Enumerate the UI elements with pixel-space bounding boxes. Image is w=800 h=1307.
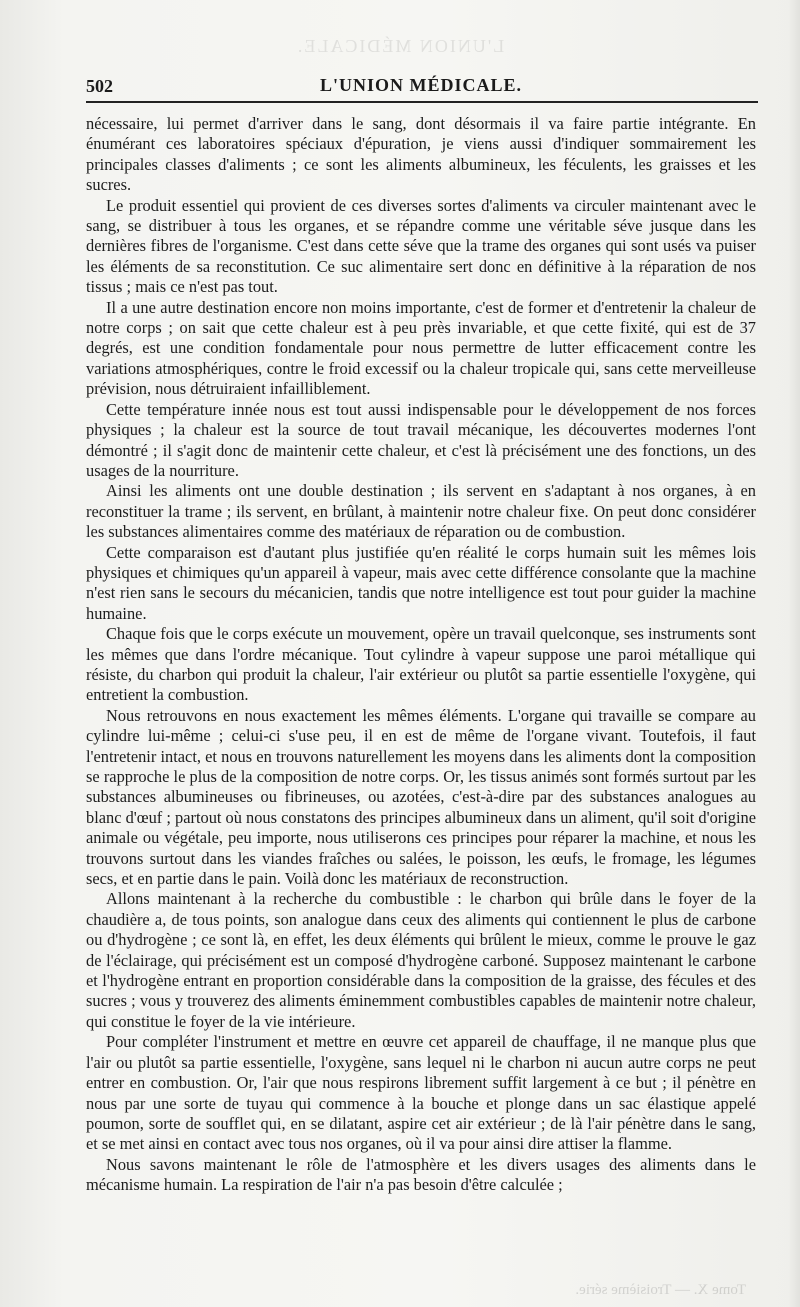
- paragraph-9: Allons maintenant à la recherche du combustible : le charbon qui brûle dans le foyer de la chaudière a, de tous points, son analogue dans ceux des aliments qui contiennent le plus de carbone ou d'hydrogène ; ce sont là, en effet, les deux éléments qui brûlent le mieux, comme le prouve le gaz de l'éclairage, qui précisément est un composé d'hydrogène carboné. Supposez maintenant le carbone et l'hydrogène entrant en proportion considérable dans la composition de la graisse, des fécules et des sucres ; vous y trouverez des aliments éminemment combustibles capables de maintenir notre chaleur, qui constitue le foyer de la vie intérieure.: [86, 889, 756, 1031]
- paragraph-1: nécessaire, lui permet d'arriver dans le sang, dont désormais il va faire partie intégrante. En énumérant ces laboratoires spéciaux d'épuration, je viens aussi d'indiquer sommairement les principales classes d'aliments ; ce sont les aliments albumineux, les féculents, les graisses et les sucres.: [86, 114, 756, 195]
- page-header: [86, 72, 756, 96]
- bleed-through-footer: Tome X. — Troisième série.: [575, 1282, 746, 1298]
- header-rule: [86, 101, 758, 103]
- paragraph-5: Ainsi les aliments ont une double destination ; ils servent en s'adaptant à nos organes, à en reconstituer la trame ; ils servent, en brûlant, à maintenir notre chaleur fixe. On peut donc considérer les substances alimentaires comme des matériaux de réparation ou de combustion.: [86, 481, 756, 542]
- paragraph-8: Nous retrouvons en nous exactement les mêmes éléments. L'organe qui travaille se compare au cylindre lui-même ; celui-ci s'use peu, il en est de même de l'organe vivant. Toutefois, il faut l'entretenir intact, et nous en trouvons naturellement les moyens dans les aliments dont la composition se rapproche le plus de la composition de notre corps. Or, les tissus animés sont formés surtout par les substances albumineuses ou fibrineuses, ou azotées, c'est-à-dire par des substances analogues au blanc d'œuf ; partout où nous constatons des principes albumineux dans un aliment, qu'il soit d'origine animale ou végétale, peu importe, nous utiliserons ces principes pour réparer la machine, et nous les trouvons surtout dans les viandes fraîches ou salées, le poisson, les œufs, le fromage, les légumes secs, et en partie dans le pain. Voilà donc les matériaux de reconstruction.: [86, 705, 756, 889]
- paragraph-11: Nous savons maintenant le rôle de l'atmosphère et les divers usages des aliments dans le mécanisme humain. La respiration de l'air n'a pas besoin d'être calculée ;: [86, 1154, 756, 1195]
- paragraph-6: Cette comparaison est d'autant plus justifiée qu'en réalité le corps humain suit les mêmes lois physiques et chimiques qu'un appareil à vapeur, mais avec cette différence consolante que la machine n'est rien sans le secours du mécanicien, tandis que notre intelligence est tout pour guider la machine humaine.: [86, 542, 756, 623]
- bleed-through-header: L'UNION MÉDICALE.: [295, 36, 505, 56]
- paragraph-7: Chaque fois que le corps exécute un mouvement, opère un travail quelconque, ses instruments sont les mêmes que dans l'ordre mécanique. Tout cylindre à vapeur suppose une paroi métallique qui résiste, du charbon qui produit la chaleur, l'air extérieur ou plutôt sa partie essentielle l'oxygène, qui entretient la combustion.: [86, 624, 756, 705]
- paragraph-4: Cette température innée nous est tout aussi indispensable pour le développement de nos forces physiques ; la chaleur est la source de tout travail mécanique, les découvertes modernes l'ont démontré ; il s'agit donc de maintenir cette chaleur, et c'est là précisément une des fonctions, un des usages de la nourriture.: [86, 399, 756, 480]
- running-title: L'UNION MÉDICALE.: [319, 75, 523, 95]
- paragraph-3: Il a une autre destination encore non moins importante, c'est de former et d'entretenir la chaleur de notre corps ; on sait que cette chaleur est à peu près invariable, et que cette fixité, qui est de 37 degrés, est une condition fondamentale pour nous permettre de lutter efficacement contre les variations atmosphériques, contre le froid excessif ou la chaleur tropicale qui, sans cette merveilleuse prévision, nous détruiraient infailliblement.: [86, 297, 756, 399]
- paragraph-2: Le produit essentiel qui provient de ces diverses sortes d'aliments va circuler maintenant avec le sang, se distribuer à tous les organes, et se répandre comme une véritable séve jusque dans les dernières fibres de l'organisme. C'est dans cette séve que la trame des organes qui sont usés va puiser les éléments de sa reconstitution. Ce suc alimentaire sert donc en définitive à la réparation de nos tissus ; mais ce n'est pas tout.: [86, 195, 756, 297]
- article-body: [86, 114, 756, 1196]
- paragraph-10: Pour compléter l'instrument et mettre en œuvre cet appareil de chauffage, il ne manque plus que l'air ou plutôt sa partie essentielle, l'oxygène, sans lequel ni le charbon ni aucun autre corps ne peut entrer en combustion. Or, l'air que nous respirons librement suffit largement à ce but ; il pénètre en nous par une sorte de tuyau qui commence à la bouche et plonge dans un sac élastique appelé poumon, sorte de soufflet qui, en se dilatant, aspire cet air extérieur ; de là l'air pénètre dans le sang, et se met ainsi en contact avec tous nos organes, où il va pour ainsi dire attiser la flamme.: [86, 1032, 756, 1154]
- page-number: 502: [86, 76, 113, 96]
- page-edge-shadow: [788, 0, 800, 1307]
